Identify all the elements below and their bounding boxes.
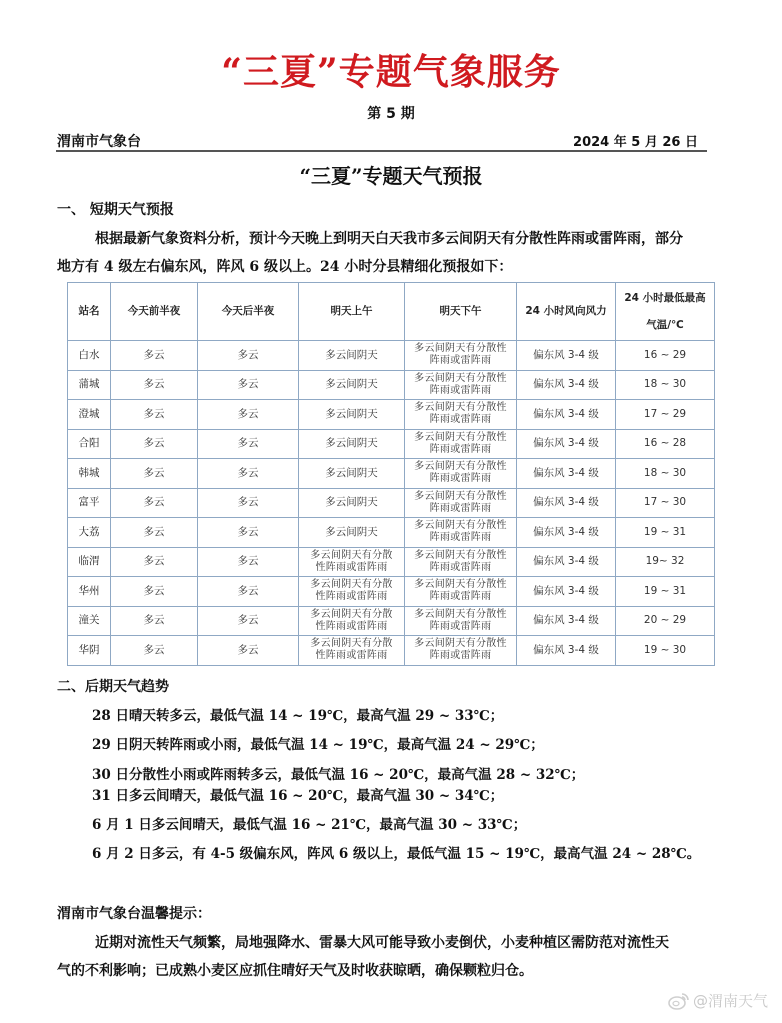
- cell-tomorrow-afternoon: [405, 518, 517, 548]
- cell-line: 性阵雨或雷阵雨: [315, 591, 388, 603]
- trend-line: 6 月 1 日多云间晴天，最低气温 16 ~ 21℃，最高气温 30 ~ 33℃；: [92, 817, 527, 833]
- cell-tonight-second-half: 多云: [198, 459, 299, 489]
- cell-tomorrow-afternoon: [405, 370, 517, 400]
- cell-tonight-first-half: 多云: [111, 341, 198, 371]
- cell-tonight-second-half: 多云: [198, 400, 299, 430]
- cell-tonight-first-half: 多云: [111, 400, 198, 430]
- cell-station: 富平: [68, 488, 111, 518]
- document-title: “三夏”专题气象服务: [221, 51, 561, 93]
- cell-tomorrow-afternoon: [405, 459, 517, 489]
- cell-tomorrow-morning: [299, 488, 405, 518]
- header-temperature-line2: 气温/℃: [646, 318, 684, 331]
- cell-line: 阵雨或雷阵雨: [429, 414, 492, 426]
- cell-line: 阵雨或雷阵雨: [429, 591, 492, 603]
- cell-tonight-first-half: 多云: [111, 370, 198, 400]
- cell-wind: 偏东风 3-4 级: [517, 577, 616, 607]
- cell-tonight-first-half: 多云: [111, 518, 198, 548]
- trend-line: 28 日晴天转多云，最低气温 14 ~ 19℃，最高气温 29 ~ 33℃；: [92, 708, 504, 724]
- cell-tonight-second-half: 多云: [198, 518, 299, 548]
- cell-tomorrow-afternoon: [405, 606, 517, 636]
- cell-tonight-second-half: 多云: [198, 636, 299, 666]
- cell-tonight-second-half: 多云: [198, 606, 299, 636]
- cell-station: 澄城: [68, 400, 111, 430]
- cell-line: 多云间阴天: [325, 437, 378, 450]
- cell-line: 阵雨或雷阵雨: [429, 650, 492, 662]
- cell-station: 蒲城: [68, 370, 111, 400]
- header-tonight-second-half: 今天后半夜: [198, 283, 299, 341]
- cell-line: 多云间阴天有分散性: [414, 520, 507, 532]
- cell-line: 多云间阴天有分散性: [414, 402, 507, 414]
- section2-heading: 二、后期天气趋势: [57, 679, 169, 695]
- cell-wind: 偏东风 3-4 级: [517, 341, 616, 371]
- header-divider: [56, 150, 707, 152]
- cell-tomorrow-morning: [299, 341, 405, 371]
- weibo-logo-icon: [668, 992, 690, 1010]
- cell-tonight-first-half: 多云: [111, 459, 198, 489]
- cell-line: 多云间阴天: [325, 496, 378, 509]
- cell-tonight-first-half: 多云: [111, 429, 198, 459]
- cell-line: 多云间阴天: [325, 348, 378, 361]
- cell-station: 临渭: [68, 547, 111, 577]
- cell-temperature: 18 ~ 30: [616, 459, 715, 489]
- cell-line: 多云间阴天有分散性: [414, 579, 507, 591]
- cell-line: 多云间阴天有分散性: [414, 343, 507, 355]
- cell-station: 白水: [68, 341, 111, 371]
- cell-wind: 偏东风 3-4 级: [517, 488, 616, 518]
- cell-tonight-second-half: 多云: [198, 547, 299, 577]
- tips-line1: 近期对流性天气频繁，局地强降水、雷暴大风可能导致小麦倒伏，小麦种植区需防范对流性天: [95, 935, 669, 951]
- cell-temperature: 17 ~ 29: [616, 400, 715, 430]
- cell-tomorrow-afternoon: [405, 577, 517, 607]
- cell-temperature: 19 ~ 30: [616, 636, 715, 666]
- cell-line: 多云间阴天: [325, 407, 378, 420]
- header-temperature-line1: 24 小时最低最高: [624, 291, 706, 304]
- cell-station: 华阴: [68, 636, 111, 666]
- cell-temperature: 17 ~ 30: [616, 488, 715, 518]
- cell-tomorrow-morning: [299, 370, 405, 400]
- section1-heading: 一、 短期天气预报: [57, 202, 174, 218]
- cell-tomorrow-afternoon: [405, 429, 517, 459]
- cell-tonight-first-half: 多云: [111, 606, 198, 636]
- cell-line: 多云间阴天有分散性: [414, 608, 507, 620]
- cell-tonight-second-half: 多云: [198, 429, 299, 459]
- cell-tomorrow-morning: [299, 429, 405, 459]
- cell-temperature: 18 ~ 30: [616, 370, 715, 400]
- county-forecast-table: [67, 282, 715, 666]
- cell-line: 性阵雨或雷阵雨: [315, 650, 388, 662]
- tips-heading: 渭南市气象台温馨提示：: [57, 906, 211, 922]
- table-row: [68, 606, 715, 636]
- cell-station: 合阳: [68, 429, 111, 459]
- cell-line: 多云间阴天有分散性: [414, 549, 507, 561]
- cell-tomorrow-afternoon: [405, 636, 517, 666]
- cell-line: 多云间阴天有分散: [310, 549, 393, 561]
- cell-line: 多云间阴天: [325, 525, 378, 538]
- header-tomorrow-morning: 明天上午: [299, 283, 405, 341]
- cell-line: 性阵雨或雷阵雨: [315, 620, 388, 632]
- cell-wind: 偏东风 3-4 级: [517, 459, 616, 489]
- cell-tomorrow-afternoon: [405, 400, 517, 430]
- organization-name: 渭南市气象台: [57, 134, 141, 150]
- table-row: [68, 370, 715, 400]
- section1-paragraph-line2: 地方有 4 级左右偏东风，阵风 6 级以上。24 小时分县精细化预报如下：: [57, 259, 513, 275]
- cell-tomorrow-morning: [299, 606, 405, 636]
- table-row: [68, 429, 715, 459]
- cell-wind: 偏东风 3-4 级: [517, 606, 616, 636]
- cell-wind: 偏东风 3-4 级: [517, 429, 616, 459]
- cell-line: 阵雨或雷阵雨: [429, 561, 492, 573]
- cell-tomorrow-morning: [299, 518, 405, 548]
- cell-temperature: 19 ~ 31: [616, 518, 715, 548]
- cell-tonight-first-half: 多云: [111, 488, 198, 518]
- header-tomorrow-afternoon: 明天下午: [405, 283, 517, 341]
- cell-tomorrow-afternoon: [405, 547, 517, 577]
- issue-date: 2024 年 5 月 26 日: [573, 135, 698, 150]
- cell-station: 大荔: [68, 518, 111, 548]
- table-header-row: [68, 283, 715, 341]
- cell-wind: 偏东风 3-4 级: [517, 636, 616, 666]
- trend-line: 30 日分散性小雨或阵雨转多云，最低气温 16 ~ 20℃，最高气温 28 ~ 32℃；: [92, 767, 585, 783]
- cell-tonight-second-half: 多云: [198, 577, 299, 607]
- cell-line: 多云间阴天有分散性: [414, 431, 507, 443]
- cell-line: 阵雨或雷阵雨: [429, 620, 492, 632]
- cell-line: 多云间阴天有分散: [310, 579, 393, 591]
- cell-station: 潼关: [68, 606, 111, 636]
- header-tonight-first-half: 今天前半夜: [111, 283, 198, 341]
- cell-temperature: 19~ 32: [616, 547, 715, 577]
- cell-line: 多云间阴天有分散性: [414, 461, 507, 473]
- cell-tonight-second-half: 多云: [198, 488, 299, 518]
- table-row: [68, 518, 715, 548]
- cell-line: 阵雨或雷阵雨: [429, 502, 492, 514]
- cell-temperature: 19 ~ 31: [616, 577, 715, 607]
- cell-station: 韩城: [68, 459, 111, 489]
- section1-paragraph-line1: 根据最新气象资料分析，预计今天晚上到明天白天我市多云间阴天有分散性阵雨或雷阵雨，部分: [95, 231, 683, 247]
- cell-tomorrow-morning: [299, 636, 405, 666]
- cell-line: 多云间阴天: [325, 378, 378, 391]
- cell-line: 阵雨或雷阵雨: [429, 355, 492, 367]
- cell-line: 阵雨或雷阵雨: [429, 384, 492, 396]
- cell-temperature: 16 ~ 29: [616, 341, 715, 371]
- cell-line: 性阵雨或雷阵雨: [315, 561, 388, 573]
- cell-temperature: 20 ~ 29: [616, 606, 715, 636]
- cell-temperature: 16 ~ 28: [616, 429, 715, 459]
- trend-line: 31 日多云间晴天，最低气温 16 ~ 20℃，最高气温 30 ~ 34℃；: [92, 788, 504, 804]
- table-row: [68, 459, 715, 489]
- cell-tomorrow-morning: [299, 547, 405, 577]
- cell-wind: 偏东风 3-4 级: [517, 400, 616, 430]
- cell-tonight-first-half: 多云: [111, 577, 198, 607]
- trend-line: 6 月 2 日多云，有 4-5 级偏东风，阵风 6 级以上，最低气温 15 ~ 19℃，最高气温 24 ~ 28℃。: [92, 846, 701, 862]
- cell-line: 多云间阴天: [325, 466, 378, 479]
- cell-wind: 偏东风 3-4 级: [517, 547, 616, 577]
- issue-number: 第 5 期: [367, 106, 415, 122]
- trend-line: 29 日阴天转阵雨或小雨，最低气温 14 ~ 19℃，最高气温 24 ~ 29℃；: [92, 737, 544, 753]
- table-row: [68, 577, 715, 607]
- table-row: [68, 488, 715, 518]
- cell-tomorrow-afternoon: [405, 341, 517, 371]
- table-row: [68, 341, 715, 371]
- cell-line: 多云间阴天有分散性: [414, 638, 507, 650]
- table-row: [68, 636, 715, 666]
- cell-tonight-second-half: 多云: [198, 370, 299, 400]
- cell-station: 华州: [68, 577, 111, 607]
- forecast-subtitle: “三夏”专题天气预报: [299, 164, 483, 188]
- table-row: [68, 547, 715, 577]
- header-wind: 24 小时风向风力: [517, 283, 616, 341]
- cell-line: 阵雨或雷阵雨: [429, 532, 492, 544]
- cell-tonight-first-half: 多云: [111, 547, 198, 577]
- cell-line: 多云间阴天有分散性: [414, 490, 507, 502]
- cell-tomorrow-morning: [299, 459, 405, 489]
- table-row: [68, 400, 715, 430]
- tips-line2: 气的不利影响；已成熟小麦区应抓住晴好天气及时收获晾晒，确保颗粒归仓。: [57, 963, 533, 979]
- cell-wind: 偏东风 3-4 级: [517, 370, 616, 400]
- cell-tomorrow-morning: [299, 400, 405, 430]
- header-station: 站名: [68, 283, 111, 341]
- cell-line: 阵雨或雷阵雨: [429, 473, 492, 485]
- cell-line: 阵雨或雷阵雨: [429, 443, 492, 455]
- header-temperature: [616, 283, 715, 341]
- cell-line: 多云间阴天有分散: [310, 608, 393, 620]
- cell-wind: 偏东风 3-4 级: [517, 518, 616, 548]
- watermark-text: @渭南天气: [692, 992, 768, 1010]
- watermark: [668, 990, 768, 1011]
- cell-line: 多云间阴天有分散: [310, 638, 393, 650]
- cell-tonight-first-half: 多云: [111, 636, 198, 666]
- cell-tomorrow-afternoon: [405, 488, 517, 518]
- cell-tonight-second-half: 多云: [198, 341, 299, 371]
- cell-line: 多云间阴天有分散性: [414, 372, 507, 384]
- cell-tomorrow-morning: [299, 577, 405, 607]
